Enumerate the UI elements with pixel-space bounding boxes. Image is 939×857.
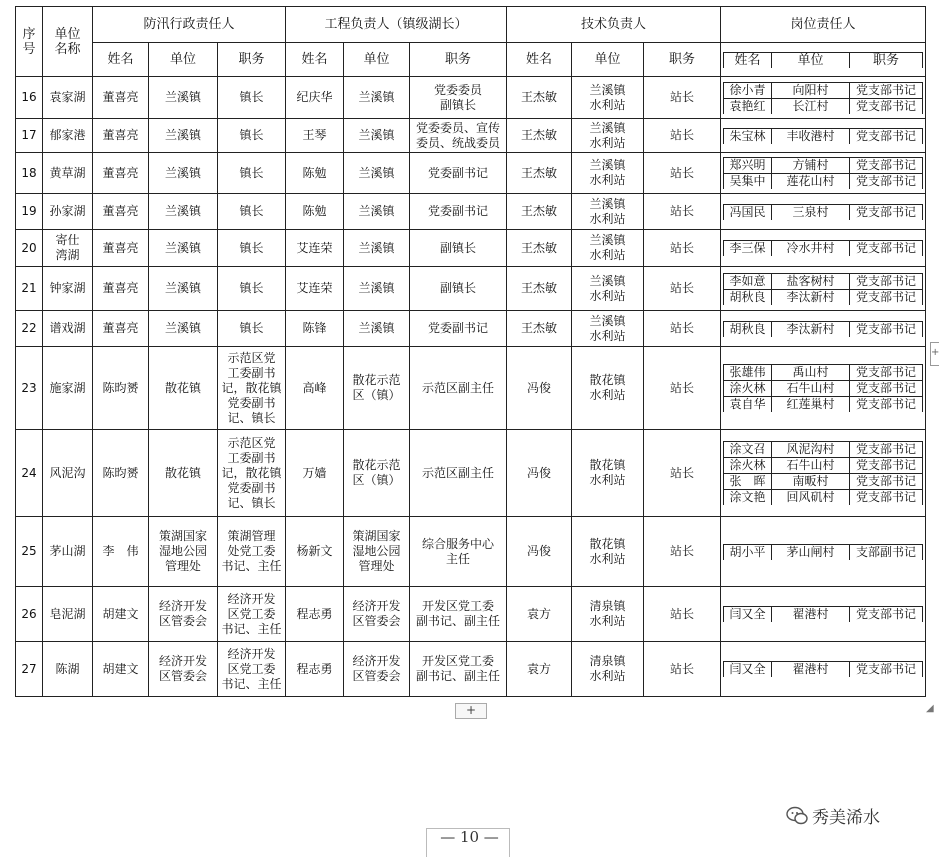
flood-name-cell: 董喜亮	[93, 153, 149, 194]
tech-name-cell: 冯俊	[507, 347, 572, 430]
eng-duty-cell: 党委委员、宣传 委员、统战委员	[410, 119, 507, 153]
eng-name-cell: 艾连荣	[286, 230, 344, 267]
table-row	[16, 430, 926, 517]
eng-unit-cell: 策湖国家 湿地公园 管理处	[344, 517, 410, 587]
eng-duty-cell: 开发区党工委 副书记、副主任	[410, 642, 507, 697]
subheader-post	[721, 43, 926, 77]
eng-unit-cell: 兰溪镇	[344, 77, 410, 119]
post-name-cell: 张雄伟	[724, 365, 772, 381]
table-row	[16, 517, 926, 587]
eng-name-cell: 艾连荣	[286, 267, 344, 311]
post-unit-cell: 石牛山村	[772, 381, 850, 397]
post-unit-cell: 翟港村	[772, 662, 850, 678]
post-name-cell: 李如意	[724, 273, 772, 289]
add-row-button[interactable]: +	[455, 703, 487, 719]
post-unit-cell: 三泉村	[772, 204, 850, 220]
post-duty-cell: 党支部书记	[850, 174, 923, 190]
post-duty-cell: 党支部书记	[850, 98, 923, 114]
tech-unit-cell: 兰溪镇 水利站	[572, 153, 644, 194]
post-cell	[721, 153, 926, 194]
document-page	[15, 6, 926, 697]
tech-unit-cell: 兰溪镇 水利站	[572, 311, 644, 347]
eng-unit-cell: 经济开发 区管委会	[344, 587, 410, 642]
tech-name-cell: 冯俊	[507, 430, 572, 517]
lake-name-cell: 陈湖	[43, 642, 93, 697]
eng-name-cell: 陈勉	[286, 194, 344, 230]
tech-name-cell: 袁方	[507, 587, 572, 642]
flood-unit-cell: 散花镇	[149, 430, 218, 517]
flood-duty-cell: 镇长	[218, 77, 286, 119]
post-cell	[721, 194, 926, 230]
eng-name-cell: 陈勉	[286, 153, 344, 194]
eng-name-cell: 程志勇	[286, 587, 344, 642]
post-name-cell: 冯国民	[724, 204, 772, 220]
post-unit-cell: 翟港村	[772, 607, 850, 623]
subheader-duty: 职务	[644, 43, 721, 77]
post-unit-cell: 方铺村	[772, 158, 850, 174]
post-duty-cell: 党支部书记	[850, 381, 923, 397]
post-unit-cell: 红莲巢村	[772, 397, 850, 413]
seq-cell: 27	[16, 642, 43, 697]
flood-unit-cell: 兰溪镇	[149, 311, 218, 347]
table-row	[16, 267, 926, 311]
tech-name-cell: 王杰敏	[507, 267, 572, 311]
watermark-text: 秀美浠水	[812, 808, 880, 828]
tech-unit-cell: 清泉镇 水利站	[572, 587, 644, 642]
tech-unit-cell: 兰溪镇 水利站	[572, 230, 644, 267]
tech-name-cell: 王杰敏	[507, 153, 572, 194]
header-engineering: 工程负责人（镇级湖长）	[286, 7, 507, 43]
post-unit-cell: 丰收港村	[772, 128, 850, 144]
flood-duty-cell: 镇长	[218, 119, 286, 153]
eng-duty-cell: 副镇长	[410, 267, 507, 311]
eng-unit-cell: 兰溪镇	[344, 194, 410, 230]
post-duty-cell: 党支部书记	[850, 158, 923, 174]
post-unit-cell: 茅山闸村	[772, 544, 850, 560]
post-name-cell: 袁自华	[724, 397, 772, 413]
post-duty-cell: 党支部书记	[850, 458, 923, 474]
flood-duty-cell: 经济开发 区党工委 书记、主任	[218, 642, 286, 697]
eng-duty-cell: 示范区副主任	[410, 347, 507, 430]
post-name-cell: 涂文召	[724, 442, 772, 458]
post-name-cell: 闫又全	[724, 607, 772, 623]
post-cell	[721, 347, 926, 430]
post-cell	[721, 230, 926, 267]
table-row	[16, 119, 926, 153]
seq-cell: 26	[16, 587, 43, 642]
seq-cell: 19	[16, 194, 43, 230]
flood-unit-cell: 兰溪镇	[149, 153, 218, 194]
tech-duty-cell: 站长	[644, 430, 721, 517]
post-cell	[721, 77, 926, 119]
post-unit-cell: 冷水井村	[772, 241, 850, 257]
subheader-name: 姓名	[93, 43, 149, 77]
eng-duty-cell: 党委副书记	[410, 153, 507, 194]
header-seq: 序 号	[16, 7, 43, 77]
seq-cell: 20	[16, 230, 43, 267]
subheader-name: 姓名	[507, 43, 572, 77]
eng-duty-cell: 综合服务中心 主任	[410, 517, 507, 587]
eng-unit-cell: 兰溪镇	[344, 230, 410, 267]
header-unit-name: 单位 名称	[43, 7, 93, 77]
lake-name-cell: 寄仕 湾湖	[43, 230, 93, 267]
post-cell	[721, 311, 926, 347]
post-cell	[721, 517, 926, 587]
flood-duty-cell: 镇长	[218, 267, 286, 311]
post-name-cell: 胡秋良	[724, 321, 772, 337]
tech-name-cell: 王杰敏	[507, 119, 572, 153]
flood-duty-cell: 镇长	[218, 153, 286, 194]
tech-name-cell: 王杰敏	[507, 230, 572, 267]
post-duty-cell: 党支部书记	[850, 474, 923, 490]
table-row	[16, 311, 926, 347]
eng-name-cell: 程志勇	[286, 642, 344, 697]
flood-name-cell: 董喜亮	[93, 77, 149, 119]
flood-name-cell: 董喜亮	[93, 311, 149, 347]
eng-unit-cell: 兰溪镇	[344, 119, 410, 153]
table-row	[16, 153, 926, 194]
post-unit-cell: 风泥沟村	[772, 442, 850, 458]
flood-name-cell: 董喜亮	[93, 119, 149, 153]
subheader-name: 姓名	[286, 43, 344, 77]
flood-name-cell: 陈昀赟	[93, 430, 149, 517]
eng-unit-cell: 散花示范 区（镇）	[344, 347, 410, 430]
flood-unit-cell: 散花镇	[149, 347, 218, 430]
post-name-cell: 胡秋良	[724, 289, 772, 305]
post-cell	[721, 642, 926, 697]
tech-unit-cell: 散花镇 水利站	[572, 517, 644, 587]
tech-duty-cell: 站长	[644, 347, 721, 430]
subheader-unit: 单位	[772, 52, 850, 68]
post-name-cell: 张 晖	[724, 474, 772, 490]
lake-name-cell: 袁家湖	[43, 77, 93, 119]
tech-duty-cell: 站长	[644, 230, 721, 267]
post-unit-cell: 石牛山村	[772, 458, 850, 474]
eng-name-cell: 陈锋	[286, 311, 344, 347]
flood-name-cell: 胡建文	[93, 587, 149, 642]
tech-name-cell: 冯俊	[507, 517, 572, 587]
eng-name-cell: 高峰	[286, 347, 344, 430]
tech-name-cell: 王杰敏	[507, 194, 572, 230]
seq-cell: 17	[16, 119, 43, 153]
eng-unit-cell: 兰溪镇	[344, 311, 410, 347]
post-name-cell: 胡小平	[724, 544, 772, 560]
seq-cell: 22	[16, 311, 43, 347]
table-row	[16, 642, 926, 697]
tech-duty-cell: 站长	[644, 153, 721, 194]
flood-duty-cell: 镇长	[218, 311, 286, 347]
flood-duty-cell: 经济开发 区党工委 书记、主任	[218, 587, 286, 642]
flood-unit-cell: 兰溪镇	[149, 77, 218, 119]
flood-unit-cell: 经济开发 区管委会	[149, 587, 218, 642]
tech-name-cell: 王杰敏	[507, 311, 572, 347]
flood-duty-cell: 镇长	[218, 230, 286, 267]
tech-unit-cell: 散花镇 水利站	[572, 430, 644, 517]
seq-cell: 25	[16, 517, 43, 587]
post-name-cell: 涂火林	[724, 458, 772, 474]
post-cell	[721, 267, 926, 311]
subheader-duty: 职务	[218, 43, 286, 77]
wechat-icon	[786, 806, 808, 826]
post-duty-cell: 党支部书记	[850, 82, 923, 98]
responsibility-table	[15, 6, 926, 697]
flood-duty-cell: 示范区党 工委副书 记，散花镇 党委副书 记、镇长	[218, 347, 286, 430]
flood-unit-cell: 兰溪镇	[149, 194, 218, 230]
post-duty-cell: 党支部书记	[850, 607, 923, 623]
subheader-duty: 职务	[850, 52, 923, 68]
post-name-cell: 吴集中	[724, 174, 772, 190]
tech-duty-cell: 站长	[644, 311, 721, 347]
post-duty-cell: 党支部书记	[850, 289, 923, 305]
flood-unit-cell: 策湖国家 湿地公园 管理处	[149, 517, 218, 587]
post-duty-cell: 党支部书记	[850, 273, 923, 289]
eng-unit-cell: 散花示范 区（镇）	[344, 430, 410, 517]
tech-name-cell: 王杰敏	[507, 77, 572, 119]
eng-duty-cell: 党委副书记	[410, 311, 507, 347]
flood-name-cell: 陈昀赟	[93, 347, 149, 430]
eng-name-cell: 纪庆华	[286, 77, 344, 119]
lake-name-cell: 谱戏湖	[43, 311, 93, 347]
seq-cell: 21	[16, 267, 43, 311]
eng-unit-cell: 经济开发 区管委会	[344, 642, 410, 697]
table-row	[16, 194, 926, 230]
tech-duty-cell: 站长	[644, 119, 721, 153]
tech-duty-cell: 站长	[644, 517, 721, 587]
flood-name-cell: 董喜亮	[93, 267, 149, 311]
post-unit-cell: 长江村	[772, 98, 850, 114]
table-row	[16, 77, 926, 119]
tech-duty-cell: 站长	[644, 587, 721, 642]
eng-duty-cell: 开发区党工委 副书记、副主任	[410, 587, 507, 642]
subheader-duty: 职务	[410, 43, 507, 77]
post-name-cell: 涂火林	[724, 381, 772, 397]
flood-duty-cell: 策湖管理 处党工委 书记、主任	[218, 517, 286, 587]
lake-name-cell: 黄草湖	[43, 153, 93, 194]
eng-duty-cell: 示范区副主任	[410, 430, 507, 517]
lake-name-cell: 孙家湖	[43, 194, 93, 230]
subheader-unit: 单位	[572, 43, 644, 77]
post-duty-cell: 党支部书记	[850, 204, 923, 220]
table-row	[16, 587, 926, 642]
lake-name-cell: 施家湖	[43, 347, 93, 430]
tech-unit-cell: 兰溪镇 水利站	[572, 194, 644, 230]
post-name-cell: 袁艳红	[724, 98, 772, 114]
tech-unit-cell: 清泉镇 水利站	[572, 642, 644, 697]
eng-unit-cell: 兰溪镇	[344, 153, 410, 194]
lake-name-cell: 茅山湖	[43, 517, 93, 587]
lake-name-cell: 郁家港	[43, 119, 93, 153]
flood-name-cell: 董喜亮	[93, 194, 149, 230]
flood-unit-cell: 兰溪镇	[149, 230, 218, 267]
subheader-name: 姓名	[724, 52, 772, 68]
post-name-cell: 涂文艳	[724, 490, 772, 506]
tech-unit-cell: 兰溪镇 水利站	[572, 119, 644, 153]
post-name-cell: 闫又全	[724, 662, 772, 678]
page-number: — 10 —	[440, 828, 499, 846]
header-technical: 技术负责人	[507, 7, 721, 43]
post-unit-cell: 莲花山村	[772, 174, 850, 190]
post-duty-cell: 党支部书记	[850, 321, 923, 337]
post-duty-cell: 党支部书记	[850, 241, 923, 257]
post-unit-cell: 回风矶村	[772, 490, 850, 506]
post-duty-cell: 支部副书记	[850, 544, 923, 560]
eng-unit-cell: 兰溪镇	[344, 267, 410, 311]
subheader-unit: 单位	[344, 43, 410, 77]
post-name-cell: 徐小青	[724, 82, 772, 98]
post-unit-cell: 李汰新村	[772, 321, 850, 337]
seq-cell: 24	[16, 430, 43, 517]
post-unit-cell: 李汰新村	[772, 289, 850, 305]
tech-duty-cell: 站长	[644, 194, 721, 230]
lake-name-cell: 皂泥湖	[43, 587, 93, 642]
flood-name-cell: 胡建文	[93, 642, 149, 697]
post-duty-cell: 党支部书记	[850, 365, 923, 381]
post-unit-cell: 盐客树村	[772, 273, 850, 289]
flood-unit-cell: 经济开发 区管委会	[149, 642, 218, 697]
tech-duty-cell: 站长	[644, 267, 721, 311]
post-name-cell: 郑兴明	[724, 158, 772, 174]
post-unit-cell: 向阳村	[772, 82, 850, 98]
seq-cell: 23	[16, 347, 43, 430]
subheader-unit: 单位	[149, 43, 218, 77]
watermark	[786, 803, 880, 828]
seq-cell: 18	[16, 153, 43, 194]
post-name-cell: 李三保	[724, 241, 772, 257]
post-cell	[721, 119, 926, 153]
post-cell	[721, 587, 926, 642]
header-post: 岗位责任人	[721, 7, 926, 43]
table-row	[16, 230, 926, 267]
seq-cell: 16	[16, 77, 43, 119]
tech-duty-cell: 站长	[644, 77, 721, 119]
tech-name-cell: 袁方	[507, 642, 572, 697]
eng-duty-cell: 党委副书记	[410, 194, 507, 230]
post-unit-cell: 南畈村	[772, 474, 850, 490]
post-duty-cell: 党支部书记	[850, 397, 923, 413]
tech-duty-cell: 站长	[644, 642, 721, 697]
post-duty-cell: 党支部书记	[850, 128, 923, 144]
resize-handle-icon[interactable]: ◢	[926, 703, 934, 714]
flood-unit-cell: 兰溪镇	[149, 267, 218, 311]
lake-name-cell: 钟家湖	[43, 267, 93, 311]
flood-name-cell: 李 伟	[93, 517, 149, 587]
post-name-cell: 朱宝林	[724, 128, 772, 144]
flood-duty-cell: 示范区党 工委副书 记，散花镇 党委副书 记、镇长	[218, 430, 286, 517]
header-flood-admin: 防汛行政责任人	[93, 7, 286, 43]
post-cell	[721, 430, 926, 517]
tech-unit-cell: 散花镇 水利站	[572, 347, 644, 430]
flood-duty-cell: 镇长	[218, 194, 286, 230]
post-unit-cell: 禹山村	[772, 365, 850, 381]
row-insert-marker[interactable]: +	[930, 342, 939, 366]
post-duty-cell: 党支部书记	[850, 490, 923, 506]
lake-name-cell: 风泥沟	[43, 430, 93, 517]
tech-unit-cell: 兰溪镇 水利站	[572, 267, 644, 311]
flood-name-cell: 董喜亮	[93, 230, 149, 267]
tech-unit-cell: 兰溪镇 水利站	[572, 77, 644, 119]
eng-name-cell: 王琴	[286, 119, 344, 153]
eng-name-cell: 万嫱	[286, 430, 344, 517]
eng-duty-cell: 副镇长	[410, 230, 507, 267]
table-row	[16, 347, 926, 430]
flood-unit-cell: 兰溪镇	[149, 119, 218, 153]
eng-name-cell: 杨新文	[286, 517, 344, 587]
post-duty-cell: 党支部书记	[850, 442, 923, 458]
post-duty-cell: 党支部书记	[850, 662, 923, 678]
eng-duty-cell: 党委委员 副镇长	[410, 77, 507, 119]
